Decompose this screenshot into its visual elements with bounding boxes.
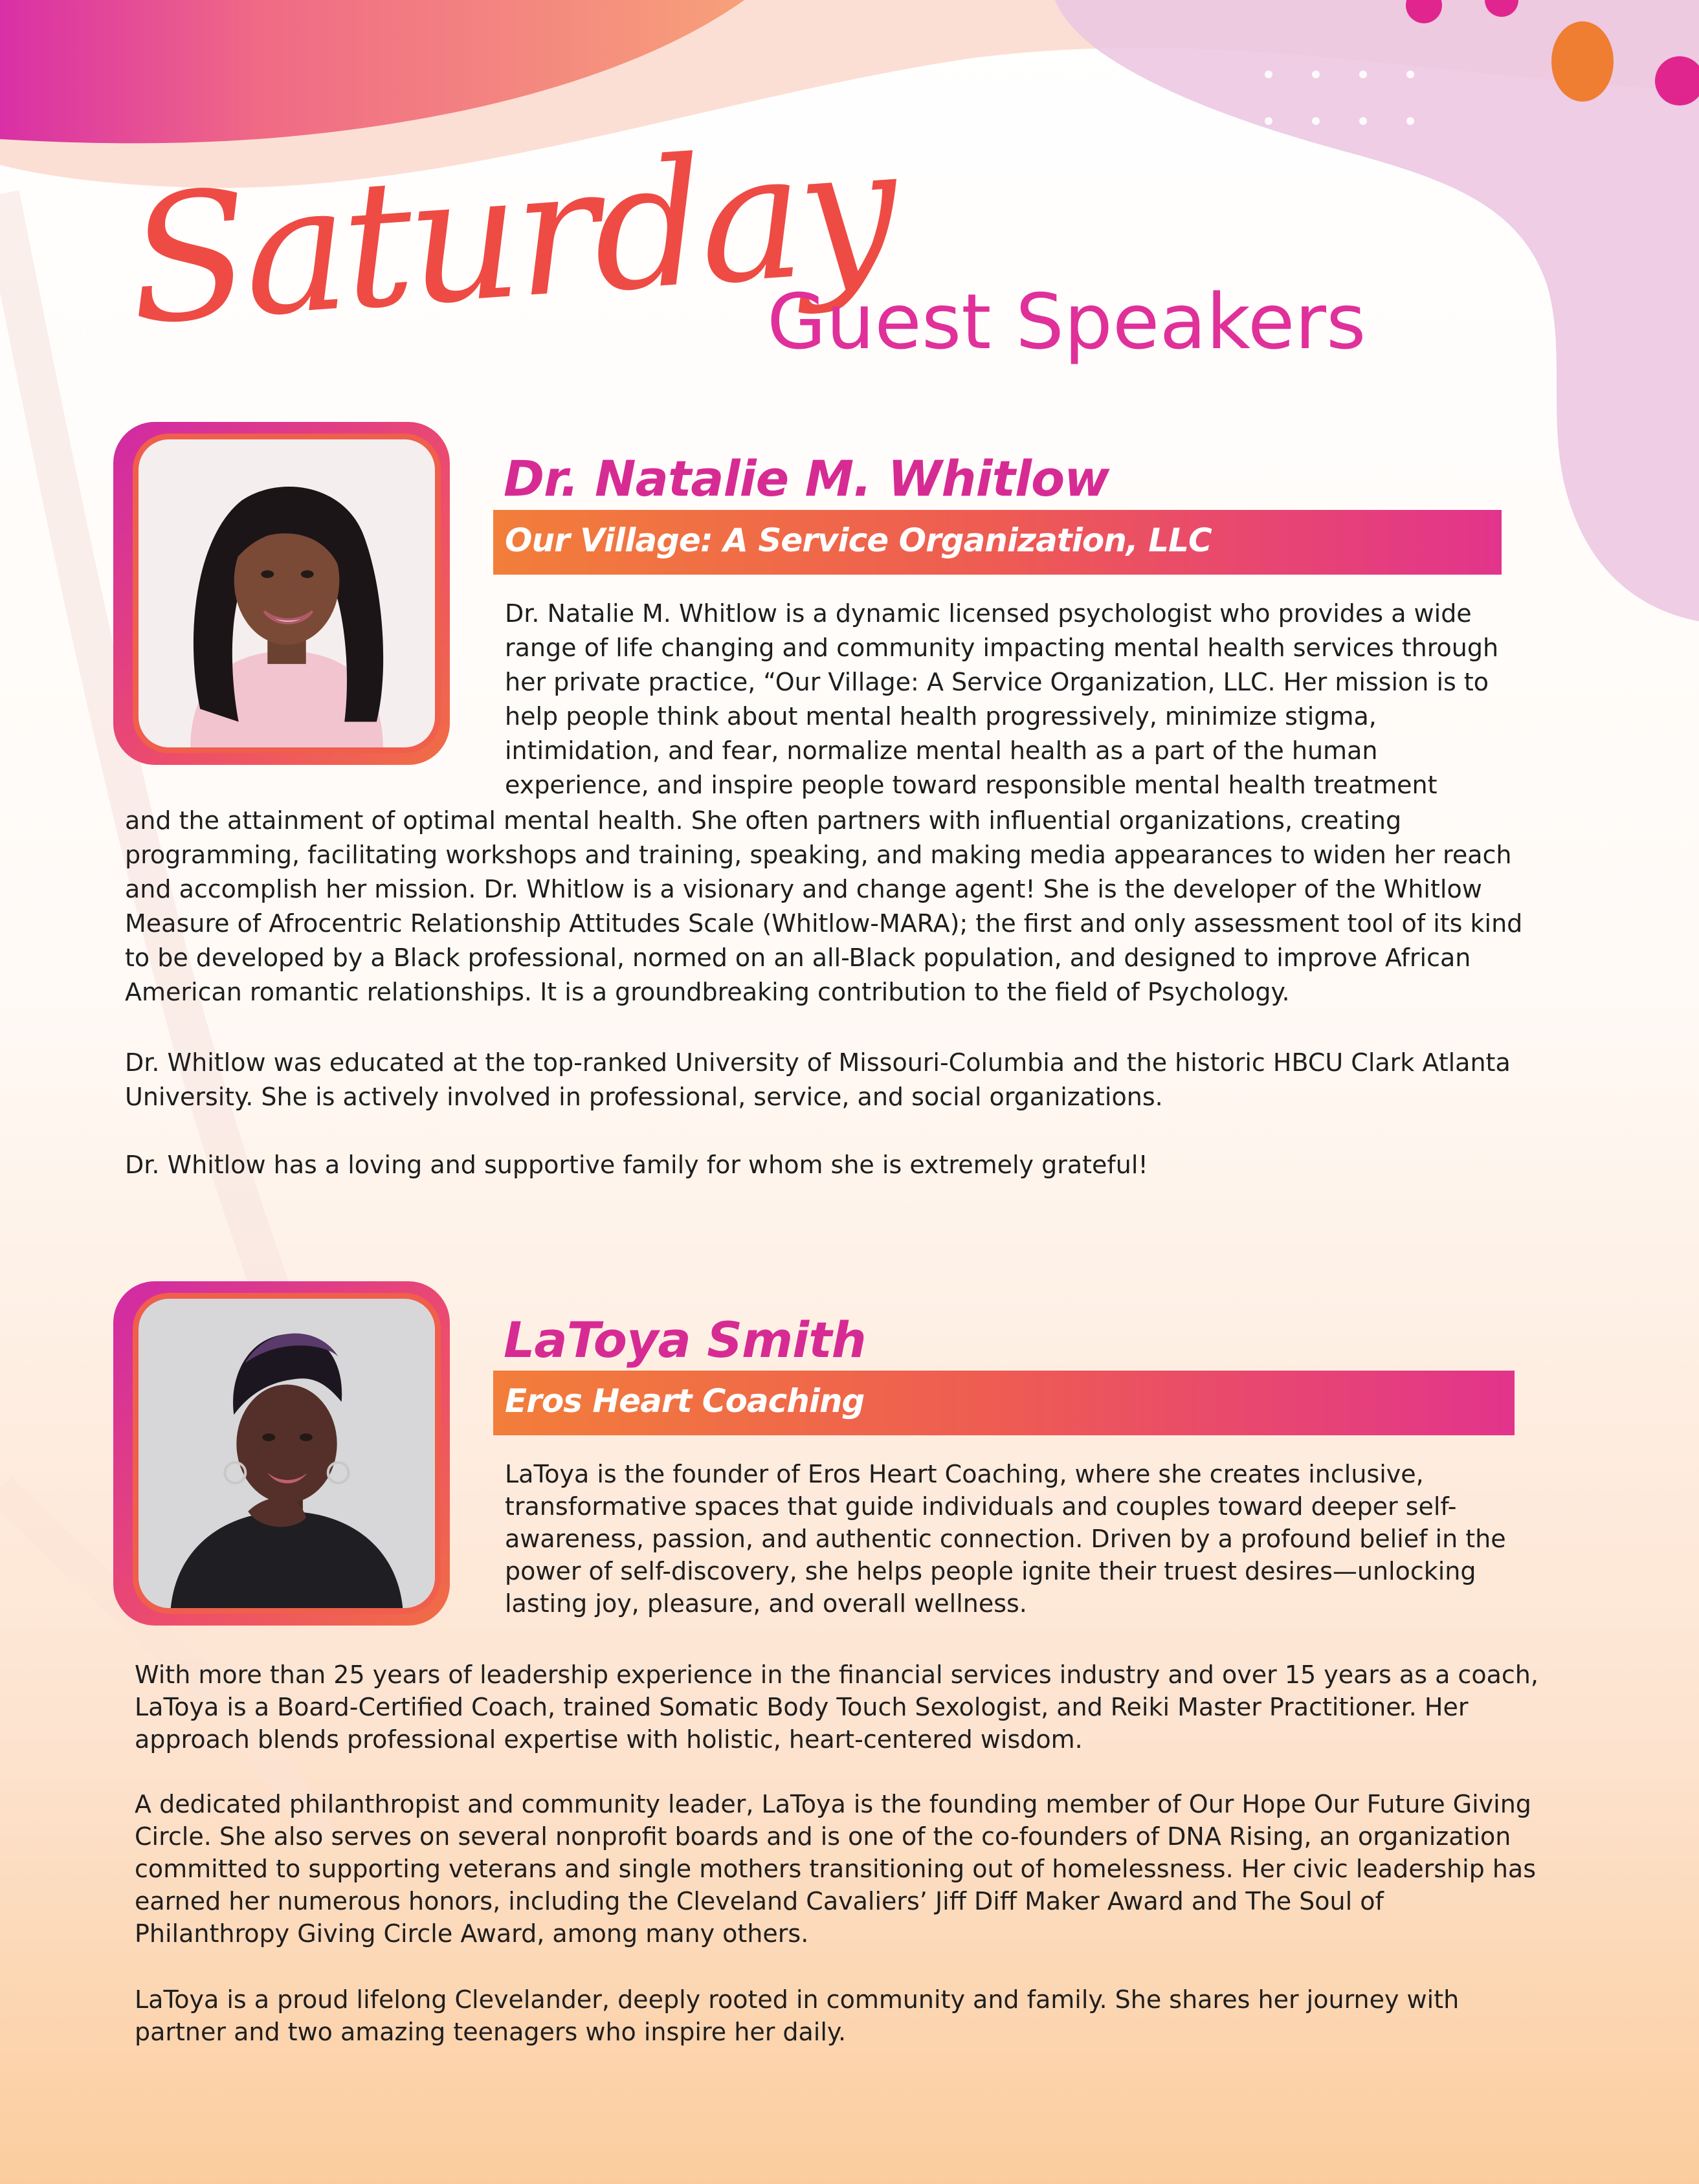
portrait-image bbox=[139, 439, 435, 747]
speaker-photo bbox=[133, 1293, 441, 1614]
organization-name: Our Village: A Service Organization, LLC bbox=[505, 522, 1212, 559]
organization-name: Eros Heart Coaching bbox=[505, 1382, 865, 1420]
portrait-image bbox=[139, 1299, 435, 1608]
speaker-name: LaToya Smith bbox=[504, 1311, 866, 1369]
organization-bar bbox=[493, 510, 1502, 575]
speaker-photo bbox=[133, 434, 441, 753]
bio-intro: Dr. Natalie M. Whitlow is a dynamic licensed psychologist who provides a wide range of life changing and community impacting mental health services through her private practice, “Our Village: A Service Organization, LLC. Her mission is to help people think about mental health progressively, minimize stigma, intimidation, and fear, normalize mental health as a part of the human experience, and inspire people toward responsible mental health treatment bbox=[505, 599, 1499, 799]
bio-education: Dr. Whitlow was educated at the top-ranked University of Missouri-Columbia and the historic HBCU Clark Atlanta University. She is actively involved in professional, service, and social organizations. bbox=[125, 1048, 1511, 1111]
speaker-photo-frame bbox=[113, 1281, 450, 1626]
bio-philanthropy: A dedicated philanthropist and community leader, LaToya is the founding member of Our Hope Our Future Giving Circle. She also serves on several nonprofit boards and is one of the co-founders of DNA Rising, an organization committed to supporting veterans and single mothers transitioning out of homelessness. Her civic leadership has earned her numerous honors, including the Cleveland Cavaliers’ Jiff Diff Maker Award and The Soul of Philanthropy Giving Circle Award, among many others. bbox=[135, 1790, 1537, 1948]
organization-bar bbox=[493, 1371, 1515, 1435]
bio-intro: LaToya is the founder of Eros Heart Coaching, where she creates inclusive, transformative spaces that guide individuals and couples toward deeper self-awareness, passion, and authentic connection. Driven by a profound belief in the power of self-discovery, she helps people ignite their truest desires—unlocking lasting joy, pleasure, and overall wellness. bbox=[505, 1460, 1506, 1618]
speaker-name: Dr. Natalie M. Whitlow bbox=[504, 450, 1109, 507]
title-script: Saturday bbox=[122, 107, 899, 364]
title-guest-speakers: Guest Speakers bbox=[767, 277, 1366, 366]
bio-experience: With more than 25 years of leadership experience in the financial services industry and over 15 years as a coach, LaToya is a Board-Certified Coach, trained Somatic Body Touch Sexologist, and Reiki Master Practitioner. Her approach blends professional expertise with holistic, heart-centered wisdom. bbox=[135, 1660, 1538, 1754]
speaker-photo-frame bbox=[113, 422, 450, 765]
bio-personal: LaToya is a proud lifelong Clevelander, deeply rooted in community and family. She shares her journey with partner and two amazing teenagers who inspire her daily. bbox=[135, 1985, 1460, 2046]
bio-family: Dr. Whitlow has a loving and supportive family for whom she is extremely grateful! bbox=[125, 1151, 1148, 1179]
bio-continued: and the attainment of optimal mental health. She often partners with influential organizations, creating programming, facilitating workshops and training, speaking, and making media appearances to widen her reach and accomplish her mission. Dr. Whitlow is a visionary and change agent! She is the developer of the Whitlow Measure of Afrocentric Relationship Attitudes Scale (Whitlow-MARA); the first and only assessment tool of its kind to be developed by a Black professional, normed on an all-Black population, and designed to improve African American romantic relationships. It is a groundbreaking contribution to the field of Psychology. bbox=[125, 806, 1523, 1006]
